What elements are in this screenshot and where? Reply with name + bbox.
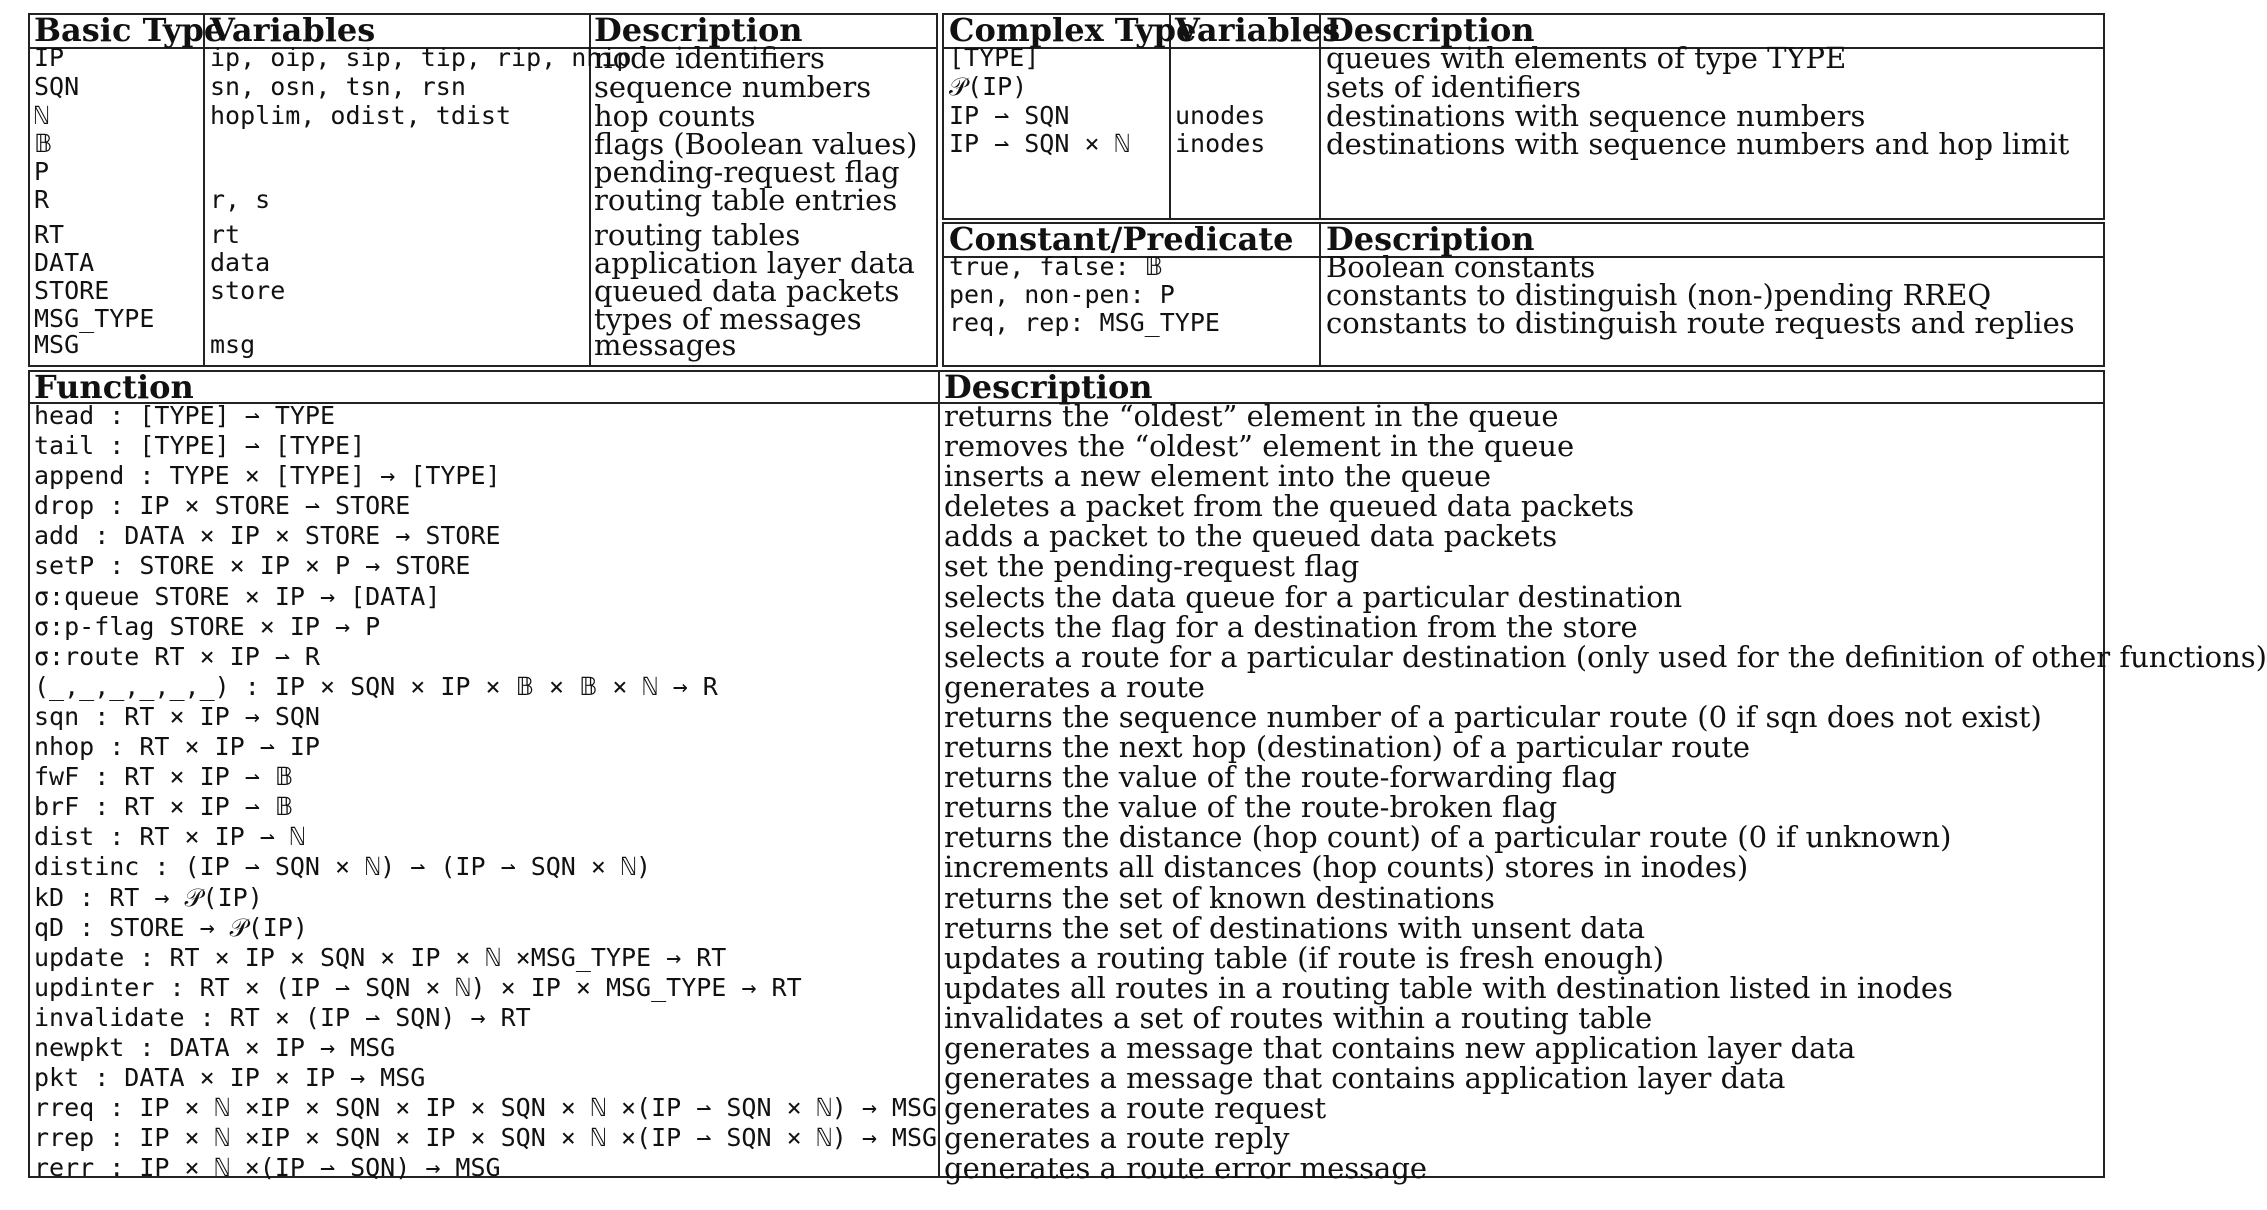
function-signature: distinc : (IP ⇀ SQN × ℕ) ⇀ (IP ⇀ SQN × ℕ) <box>34 852 652 882</box>
constants-header-name: Constant/Predicate <box>949 220 1294 258</box>
basic-header-description: Description <box>594 11 803 49</box>
function-description: returns the set of known destinations <box>944 880 1495 915</box>
function-description: deletes a packet from the queued data packets <box>944 489 1635 524</box>
function-description: selects a route for a particular destination (only used for the definition of other functions) <box>944 639 2267 674</box>
function-description: inserts a new element into the queue <box>944 459 1492 494</box>
constant-description-cell: constants to distinguish (non-)pending RREQ <box>1326 278 1992 312</box>
function-signature: updinter : RT × (IP ⇀ SQN × ℕ) × IP × MSG_TYPE → RT <box>34 972 802 1002</box>
function-description: increments all distances (hop counts) stores in inodes) <box>944 850 1749 885</box>
function-signature: σ:queue STORE × IP → [DATA] <box>34 581 441 611</box>
function-description: removes the “oldest” element in the queue <box>944 429 1575 464</box>
function-signature: rerr : IP × ℕ ×(IP ⇀ SQN) → MSG <box>34 1153 501 1183</box>
complex-type-cell: IP ⇀ SQN <box>949 101 1070 130</box>
complex-type-cell: IP ⇀ SQN × ℕ <box>949 129 1130 158</box>
basic-variables-cell: ip, oip, sip, tip, rip, nhip <box>210 43 632 72</box>
basic-description-cell: queued data packets <box>594 274 900 308</box>
basic-type-cell: SQN <box>34 72 80 101</box>
function-signature: qD : STORE → 𝒫(IP) <box>34 912 308 942</box>
function-description: adds a packet to the queued data packets <box>944 519 1558 554</box>
function-signature: add : DATA × IP × STORE → STORE <box>34 521 501 551</box>
function-signature: σ:route RT × IP ⇀ R <box>34 641 320 671</box>
basic-description-cell: flags (Boolean values) <box>594 127 918 161</box>
function-description: generates a route request <box>944 1091 1327 1126</box>
function-signature: (_,_,_,_,_,_) : IP × SQN × IP × 𝔹 × 𝔹 × ℕ → R <box>34 671 718 701</box>
function-description: returns the value of the route-forwarding flag <box>944 760 1617 795</box>
constant-description-cell: constants to distinguish route requests and replies <box>1326 306 2075 340</box>
functions-header-description: Description <box>944 368 1153 406</box>
basic-header-variables: Variables <box>210 11 376 49</box>
basic-description-cell: types of messages <box>594 302 862 336</box>
function-description: returns the next hop (destination) of a particular route <box>944 730 1751 765</box>
function-description: updates a routing table (if route is fresh enough) <box>944 940 1665 975</box>
function-signature: dist : RT × IP ⇀ ℕ <box>34 822 305 852</box>
function-description-list <box>944 399 2267 1186</box>
constants-col-divider <box>1319 222 1321 367</box>
function-signature: newpkt : DATA × IP → MSG <box>34 1032 396 1062</box>
constants-header-description: Description <box>1326 220 1535 258</box>
basic-variables-cell: r, s <box>210 185 271 214</box>
basic-type-cell: RT <box>34 220 65 249</box>
basic-description-cell: hop counts <box>594 99 756 133</box>
basic-description-cell: application layer data <box>594 246 915 280</box>
complex-variables-cell: unodes <box>1175 101 1266 130</box>
function-signature: head : [TYPE] ⇀ TYPE <box>34 401 336 430</box>
constant-name-cell: true, false: 𝔹 <box>949 252 1163 281</box>
function-description: generates a message that contains new application layer data <box>944 1030 1856 1065</box>
function-description: returns the sequence number of a particular route (0 if sqn does not exist) <box>944 699 2042 734</box>
functions-col-divider <box>938 370 940 1178</box>
basic-description-cell: node identifiers <box>594 41 825 75</box>
basic-type-cell: MSG_TYPE <box>34 304 155 333</box>
function-description: returns the distance (hop count) of a particular route (0 if unknown) <box>944 820 1952 855</box>
basic-description-cell: pending-request flag <box>594 155 900 189</box>
function-description: generates a route reply <box>944 1121 1290 1156</box>
basic-type-cell: MSG <box>34 330 80 359</box>
complex-description-cell: queues with elements of type TYPE <box>1326 41 1847 75</box>
function-description: returns the value of the route-broken flag <box>944 790 1558 825</box>
basic-type-cell: STORE <box>34 276 110 305</box>
complex-description-cell: destinations with sequence numbers <box>1326 99 1866 133</box>
complex-header-variables: Variables <box>1175 11 1341 49</box>
function-description: invalidates a set of routes within a routing table <box>944 1000 1653 1035</box>
complex-variables-cell: inodes <box>1175 129 1266 158</box>
basic-variables-cell: store <box>210 276 286 305</box>
basic-type-cell: ℕ <box>34 101 50 130</box>
function-signature: setP : STORE × IP × P → STORE <box>34 551 471 581</box>
complex-description-cell: sets of identifiers <box>1326 70 1582 104</box>
basic-description-cell: routing tables <box>594 218 801 252</box>
complex-type-cell: 𝒫(IP) <box>949 72 1028 101</box>
complex-type-cell: [TYPE] <box>949 43 1040 72</box>
function-signature: pkt : DATA × IP × IP → MSG <box>34 1063 426 1093</box>
function-signature: invalidate : RT × (IP ⇀ SQN) → RT <box>34 1002 531 1032</box>
function-signature: σ:p-flag STORE × IP → P <box>34 611 381 641</box>
function-signature: fwF : RT × IP ⇀ 𝔹 <box>34 762 294 792</box>
basic-type-cell: 𝔹 <box>34 129 53 158</box>
constant-description-cell: Boolean constants <box>1326 250 1596 284</box>
basic-description-cell: messages <box>594 328 737 362</box>
basic-variables-cell: sn, osn, tsn, rsn <box>210 72 466 101</box>
function-signature: nhop : RT × IP ⇀ IP <box>34 732 320 762</box>
function-description: returns the “oldest” element in the queue <box>944 399 1559 433</box>
function-description: selects the data queue for a particular destination <box>944 579 1683 614</box>
function-signature: rreq : IP × ℕ ×IP × SQN × IP × SQN × ℕ ×(IP ⇀ SQN × ℕ) → MSG <box>34 1093 938 1123</box>
functions-header-function: Function <box>34 368 194 406</box>
constant-name-cell: pen, non-pen: P <box>949 280 1175 309</box>
function-signature: kD : RT → 𝒫(IP) <box>34 882 263 912</box>
basic-type-cell: DATA <box>34 248 95 277</box>
basic-description-cell: sequence numbers <box>594 70 872 104</box>
basic-type-cell: R <box>34 185 50 214</box>
function-signature: drop : IP × STORE ⇀ STORE <box>34 491 411 521</box>
function-description: generates a route error message <box>944 1151 1428 1186</box>
function-signature-list <box>34 401 938 1183</box>
function-signature: brF : RT × IP ⇀ 𝔹 <box>34 792 294 822</box>
basic-variables-cell: msg <box>210 330 256 359</box>
function-signature: sqn : RT × IP → SQN <box>34 701 320 731</box>
function-signature: update : RT × IP × SQN × IP × ℕ ×MSG_TYPE → RT <box>34 942 727 972</box>
complex-header-description: Description <box>1326 11 1535 49</box>
function-description: updates all routes in a routing table with destination listed in inodes <box>944 970 1953 1005</box>
basic-type-cell: P <box>34 157 50 186</box>
basic-description-cell: routing table entries <box>594 183 898 217</box>
basic-variables-cell: data <box>210 248 271 277</box>
function-description: generates a route <box>944 669 1205 704</box>
function-description: set the pending-request flag <box>944 549 1360 584</box>
function-signature: tail : [TYPE] ⇀ [TYPE] <box>34 431 366 461</box>
function-description: generates a message that contains application layer data <box>944 1061 1786 1096</box>
basic-variables-cell: rt <box>210 220 241 249</box>
complex-description-cell: destinations with sequence numbers and hop limit <box>1326 127 2070 161</box>
function-description: returns the set of destinations with unsent data <box>944 910 1646 945</box>
basic-header-type: Basic Type <box>34 11 225 49</box>
function-signature: append : TYPE × [TYPE] → [TYPE] <box>34 461 501 491</box>
basic-variables-cell: hoplim, odist, tdist <box>210 101 512 130</box>
constant-name-cell: req, rep: MSG_TYPE <box>949 308 1220 337</box>
function-description: selects the flag for a destination from the store <box>944 609 1638 644</box>
basic-col-divider-1 <box>203 13 205 367</box>
complex-header-type: Complex Type <box>949 11 1197 49</box>
basic-type-cell: IP <box>34 43 65 72</box>
function-signature: rrep : IP × ℕ ×IP × SQN × IP × SQN × ℕ ×(IP ⇀ SQN × ℕ) → MSG <box>34 1123 938 1153</box>
